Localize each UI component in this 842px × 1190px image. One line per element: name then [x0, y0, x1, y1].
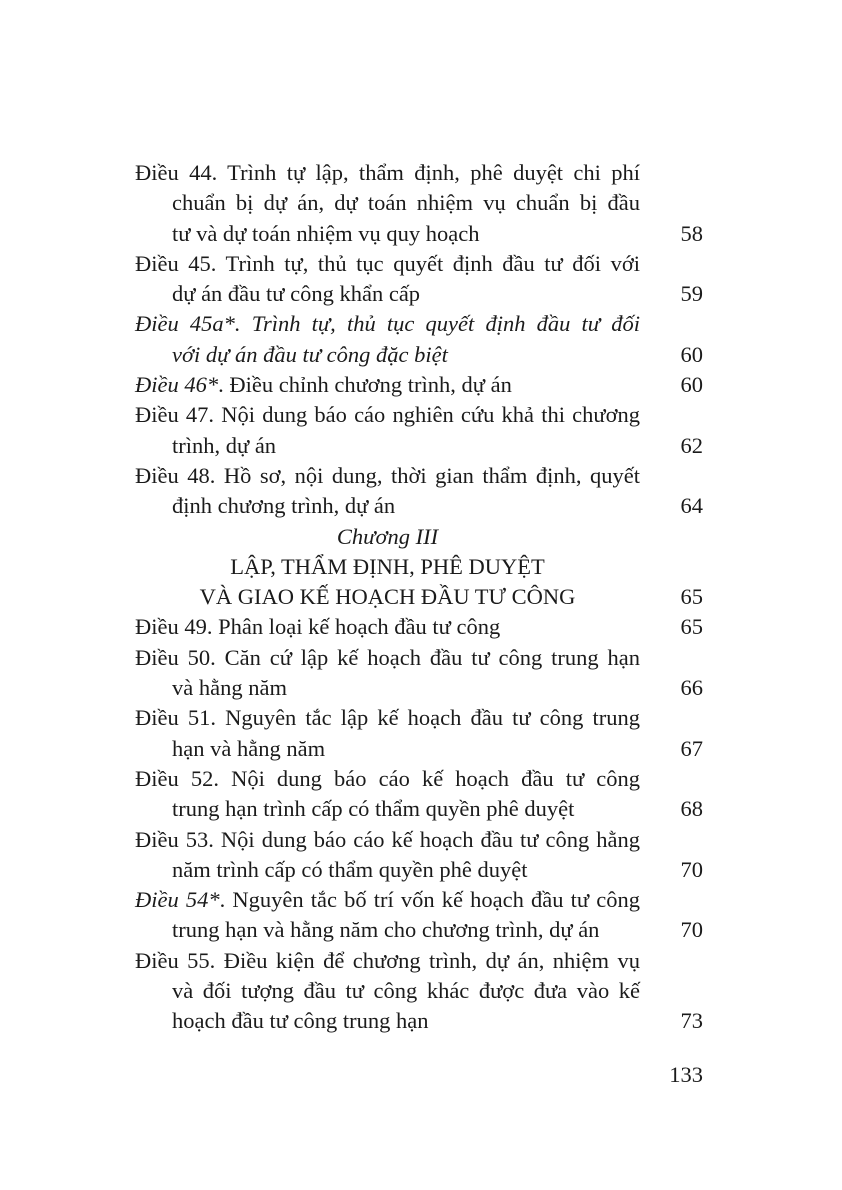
toc-line-segment: chuẩn bị dự án, dự toán nhiệm vụ chuẩn bị đầu: [172, 190, 640, 216]
toc-entry-line: [135, 825, 640, 855]
toc-entry-text: [135, 461, 640, 522]
toc-line-segment: Điều 53. Nội dung báo cáo kế hoạch đầu tư công hằng: [135, 826, 640, 852]
toc-entry: [135, 461, 703, 522]
toc-entry: [135, 946, 703, 1037]
toc-entry-text: [135, 885, 640, 946]
toc-entry-line: [135, 855, 640, 885]
toc-entry: [135, 370, 703, 400]
toc-entry-line: [135, 643, 640, 673]
toc-entry-text: [135, 249, 640, 310]
toc-entry-line: [135, 915, 640, 945]
toc-page-number: 73: [680, 1008, 703, 1034]
toc-line-segment: hạn và hằng năm: [172, 735, 326, 761]
toc-entry-line: [135, 188, 640, 218]
toc-entry: [135, 764, 703, 825]
toc-line-segment: Điều 45. Trình tự, thủ tục quyết định đầu tư đối với: [135, 250, 640, 276]
toc-entry-line: [135, 431, 640, 461]
toc-entry-line: [135, 552, 640, 582]
toc-entry-line: [135, 1006, 640, 1036]
toc-entry-line: [135, 673, 640, 703]
toc-line-segment: Điều 47. Nội dung báo cáo nghiên cứu khả thi chương: [135, 402, 640, 428]
toc-entry-line: [135, 794, 640, 824]
toc-entry-line: [135, 703, 640, 733]
toc-entry: [135, 400, 703, 461]
toc-entry-line: [135, 219, 640, 249]
toc-entry-text: [135, 612, 640, 642]
toc-entry-line: [135, 309, 640, 339]
toc-page-number: 65: [680, 614, 703, 640]
table-of-contents: [135, 158, 703, 1037]
toc-line-segment: hoạch đầu tư công trung hạn: [172, 1008, 429, 1034]
toc-line-segment: Điều 50. Căn cứ lập kế hoạch đầu tư công trung hạn: [135, 644, 640, 670]
toc-line-segment: Điều 45a*. Trình tự, thủ tục quyết định đầu tư đối: [135, 311, 640, 337]
toc-entry-line: [135, 764, 640, 794]
toc-entry-text: [135, 522, 640, 613]
toc-entry-line: [135, 946, 640, 976]
toc-entry-text: [135, 158, 640, 249]
toc-line-segment: trung hạn và hằng năm cho chương trình, dự án: [172, 917, 600, 943]
toc-page-number: 70: [680, 917, 703, 943]
toc-entry: [135, 825, 703, 886]
toc-line-segment: dự án đầu tư công khẩn cấp: [172, 281, 421, 307]
toc-entry-line: [135, 976, 640, 1006]
toc-entry: [135, 643, 703, 704]
toc-entry-line: [135, 279, 640, 309]
toc-line-segment: VÀ GIAO KẾ HOẠCH ĐẦU TƯ CÔNG: [199, 584, 576, 610]
toc-line-segment: trình, dự án: [172, 432, 277, 458]
toc-line-segment: trung hạn trình cấp có thẩm quyền phê duyệt: [172, 796, 575, 822]
toc-line-segment: Chương III: [336, 523, 439, 549]
toc-line-segment: với dự án đầu tư công đặc biệt: [172, 341, 448, 367]
toc-page-number: 59: [680, 281, 703, 307]
toc-entry-text: [135, 703, 640, 764]
toc-line-segment: LẬP, THẨM ĐỊNH, PHÊ DUYỆT: [230, 553, 545, 579]
toc-page-number: 64: [680, 493, 703, 519]
toc-entry-text: [135, 309, 640, 370]
toc-entry-text: [135, 370, 640, 400]
toc-page-number: 66: [680, 675, 703, 701]
toc-entry-line: [135, 734, 640, 764]
toc-entry-text: [135, 643, 640, 704]
toc-entry-line: [135, 461, 640, 491]
toc-entry-text: [135, 946, 640, 1037]
toc-entry: [135, 703, 703, 764]
toc-line-segment: Điều 54*: [135, 887, 220, 913]
toc-page-number: 70: [680, 856, 703, 882]
toc-entry-line: [135, 612, 640, 642]
toc-page-number: 68: [680, 796, 703, 822]
toc-entry-line: [135, 582, 640, 612]
toc-page-number: 67: [680, 735, 703, 761]
toc-line-segment: Điều 51. Nguyên tắc lập kế hoạch đầu tư công trung: [135, 705, 640, 731]
toc-page-number: 60: [680, 372, 703, 398]
toc-entry-line: [135, 249, 640, 279]
toc-line-segment: Điều 52. Nội dung báo cáo kế hoạch đầu tư công: [135, 765, 640, 791]
toc-page-number: 58: [680, 220, 703, 246]
toc-chapter-heading: [135, 522, 703, 613]
toc-entry-line: [135, 885, 640, 915]
toc-line-segment: Điều 49. Phân loại kế hoạch đầu tư công: [135, 614, 501, 640]
toc-line-segment: tư và dự toán nhiệm vụ quy hoạch: [172, 220, 480, 246]
toc-entry: [135, 158, 703, 249]
toc-line-segment: và hằng năm: [172, 675, 287, 701]
toc-page-number: 62: [680, 432, 703, 458]
toc-line-segment: định chương trình, dự án: [172, 493, 396, 519]
toc-page-number: 65: [680, 584, 703, 610]
toc-entry-line: [135, 340, 640, 370]
toc-line-segment: . Điều chỉnh chương trình, dự án: [218, 372, 512, 398]
toc-line-segment: và đối tượng đầu tư công khác được đưa vào kế: [172, 978, 640, 1004]
toc-line-segment: Điều 48. Hồ sơ, nội dung, thời gian thẩm định, quyết: [135, 462, 640, 488]
footer-page-number: 133: [669, 1062, 703, 1087]
toc-entry: [135, 612, 703, 642]
toc-page-number: 60: [680, 341, 703, 367]
toc-entry-line: [135, 158, 640, 188]
toc-line-segment: năm trình cấp có thẩm quyền phê duyệt: [172, 856, 528, 882]
toc-entry-text: [135, 764, 640, 825]
toc-entry: [135, 249, 703, 310]
toc-entry-line: [135, 522, 640, 552]
toc-entry: [135, 309, 703, 370]
toc-line-segment: Điều 44. Trình tự lập, thẩm định, phê duyệt chi phí: [135, 160, 640, 185]
toc-line-segment: Điều 55. Điều kiện để chương trình, dự án, nhiệm vụ: [135, 947, 640, 973]
toc-entry-text: [135, 400, 640, 461]
toc-entry-text: [135, 825, 640, 886]
toc-line-segment: Điều 46*: [135, 372, 219, 398]
toc-entry-line: [135, 491, 640, 521]
toc-entry: [135, 885, 703, 946]
toc-entry-line: [135, 400, 640, 430]
toc-entry-line: [135, 370, 640, 400]
toc-line-segment: . Nguyên tắc bố trí vốn kế hoạch đầu tư công: [219, 887, 640, 913]
